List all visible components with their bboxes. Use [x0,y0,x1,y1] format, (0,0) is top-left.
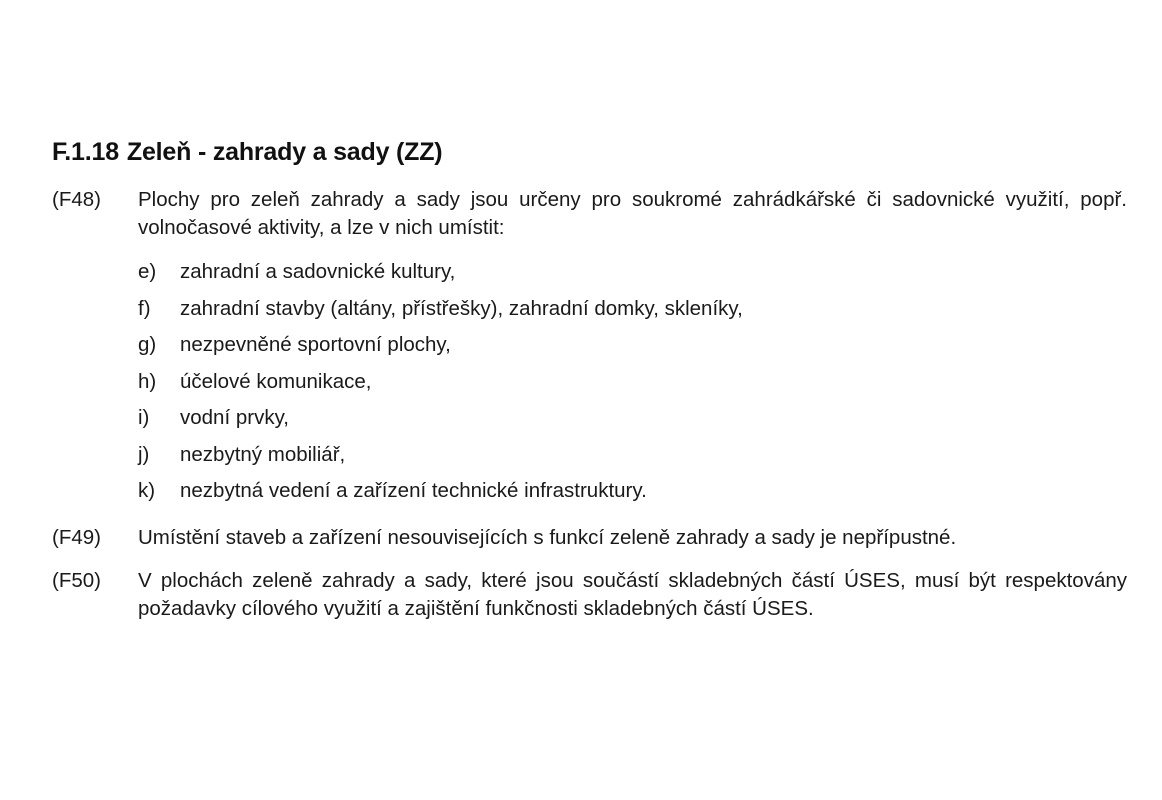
list-item-text: nezbytná vedení a zařízení technické infrastruktury. [180,479,647,502]
paragraph-f48 [52,186,1127,242]
section-heading [52,138,442,167]
allowed-uses-list [138,258,743,514]
list-item-letter: j) [138,442,150,466]
paragraph-f50 [52,567,1127,623]
paragraph-text: Umístění staveb a zařízení nesouvisejících s funkcí zeleně zahrady a sady je nepřípustné. [138,526,957,549]
list-item [138,477,743,514]
list-item-text: účelové komunikace, [180,369,372,393]
paragraph-id: (F48) [52,188,101,211]
list-item-letter: i) [138,406,150,429]
list-item-text: nezbytný mobiliář, [180,442,346,466]
list-item-letter: k) [138,479,156,502]
list-item-letter: h) [138,369,157,393]
paragraph-text: Plochy pro zeleň zahrady a sady jsou určeny pro soukromé zahrádkářské či sadovnické využití, popř. volnočasové aktivity, a lze v nich umístit: [138,188,1127,239]
paragraph-id: (F49) [52,526,101,549]
list-item-text: nezpevněné sportovní plochy, [180,333,451,356]
list-item-text: zahradní a sadovnické kultury, [180,260,456,283]
list-item-letter: g) [138,333,157,356]
section-title: Zeleň - zahrady a sady (ZZ) [126,138,443,166]
list-item-letter: e) [138,260,157,283]
list-item [138,331,743,368]
paragraph-f49 [52,524,1127,552]
list-item-text: vodní prvky, [180,406,289,429]
section-number: F.1.18 [52,138,119,166]
list-item [138,258,743,295]
paragraph-id: (F50) [52,569,101,592]
list-item [138,295,743,332]
list-item-text: zahradní stavby (altány, přístřešky), zahradní domky, skleníky, [180,296,743,320]
list-item-letter: f) [138,296,151,320]
list-item [138,368,743,405]
list-item [138,404,743,441]
list-item [138,441,743,478]
paragraph-text: V plochách zeleně zahrady a sady, které jsou součástí skladebných částí ÚSES, musí být respektovány požadavky cílového využití a zajištění funkčnosti skladebných částí ÚSES. [138,569,1127,620]
